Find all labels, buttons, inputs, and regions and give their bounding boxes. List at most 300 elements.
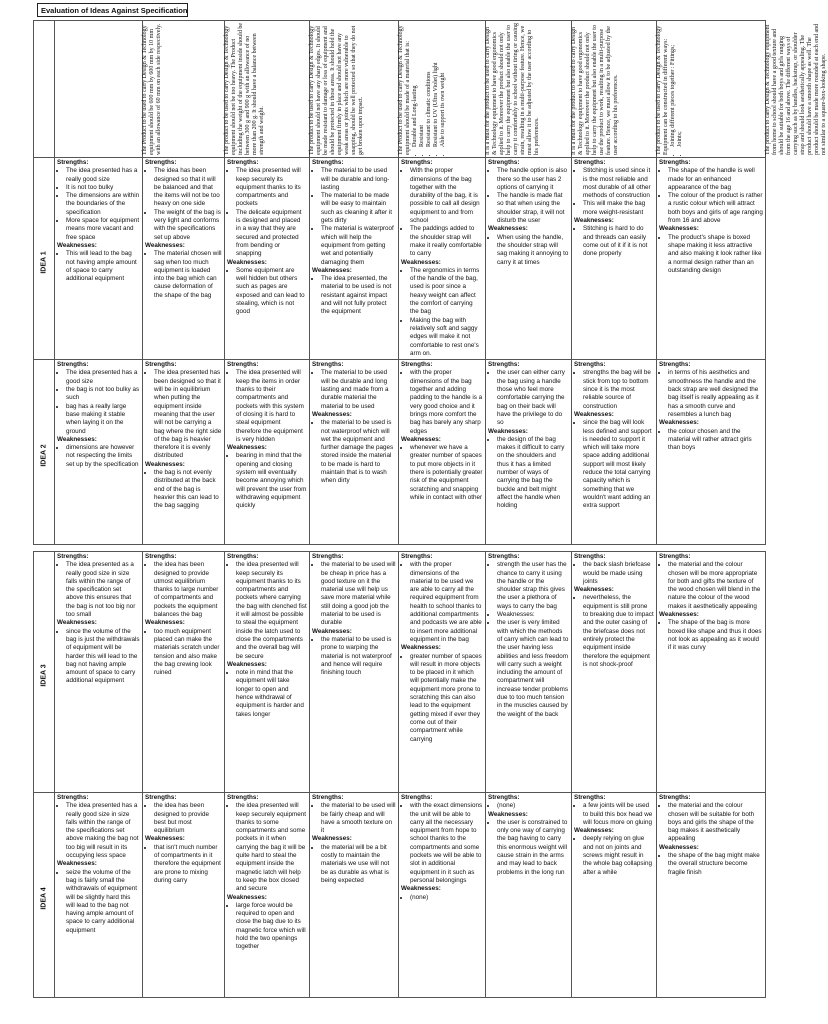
- evaluation-cell: [310, 552, 399, 793]
- strengths-list: [312, 369, 396, 410]
- idea-label-wrap: [34, 793, 54, 997]
- strength-item: • The handle option is also there so the user has 2 options of carrying it: [497, 167, 569, 192]
- strengths-list: [227, 802, 307, 893]
- strengths-heading: Strengths:: [145, 159, 177, 166]
- weakness-item: • note in mind that the equipment will take longer to open and hence withdrawal of equipment is harder and takes longer: [236, 669, 307, 719]
- strength-item: • the back slash briefcase would be made using joints: [583, 561, 654, 586]
- weakness-item: • whenever we have a greater number of spaces to put more objects in it there is potentially greater risk of the equipment scratching and snapping while in contact with other: [410, 444, 483, 502]
- evaluation-cell: [657, 793, 766, 998]
- weaknesses-heading: Weaknesses:: [145, 835, 185, 843]
- strengths-list: [227, 167, 307, 258]
- strength-item: • the material and the colour chosen will be suitable for both boys and girls the shape of the bag makes it aesthetically appealing: [668, 802, 763, 843]
- cell-text: [574, 553, 654, 669]
- idea-label-text: IDEA 4: [40, 887, 48, 910]
- weakness-item: • greater number of spaces will result in more objects to be placed in it which will potentially make the equipment more prone to scratching this can also lead to the equipment getting mixed if ever they come out of their compartment while carrying: [410, 653, 483, 744]
- idea-row: [34, 360, 766, 545]
- strengths-list: [145, 561, 222, 619]
- strengths-heading: Strengths:: [145, 361, 177, 369]
- evaluation-cell: [55, 158, 143, 360]
- spec-corner: [34, 21, 55, 158]
- idea-label-wrap: [34, 360, 54, 544]
- strengths-heading: Strengths:: [659, 159, 691, 166]
- strengths-list: [574, 802, 654, 827]
- cell-text: [659, 361, 763, 452]
- strengths-heading: Strengths:: [312, 361, 344, 369]
- cell-text: [574, 159, 654, 259]
- cell-text: [488, 553, 569, 719]
- evaluation-cell: [486, 552, 572, 793]
- spec-cell-spec-construction: [572, 21, 683, 158]
- strengths-heading: Strengths:: [574, 794, 606, 801]
- strengths-heading: Strengths:: [659, 794, 691, 801]
- weaknesses-list: [488, 436, 569, 511]
- strengths-list: [401, 167, 483, 258]
- strengths-heading: Strengths:: [57, 794, 89, 801]
- strengths-heading: Strengths:: [312, 553, 344, 560]
- strengths-list: [401, 802, 483, 885]
- strength-item: • the idea presented will keep securely equipment thanks to some compartments and some pockets in it when carrying the bag it will be quite hard to steal the equipment inside the magnetic latch will help to keep the box closed and secure: [236, 802, 307, 893]
- spec-cell-spec-ergonomics: [399, 21, 540, 158]
- idea-label: [41, 426, 48, 486]
- cell-text: [312, 794, 396, 885]
- idea-label-wrap: [34, 158, 54, 359]
- spec-bullet: • Resistant to climatic conditions: [426, 23, 433, 147]
- strength-item: • strengths the bag will be stick from top to bottom since it is the most reliable source of construction: [583, 369, 654, 410]
- strengths-heading: Strengths:: [488, 794, 520, 801]
- strength-item: • More space for equipment means more vacant and free space: [66, 217, 140, 242]
- strengths-list: [57, 561, 140, 619]
- weaknesses-heading: Weaknesses:: [401, 644, 441, 652]
- weaknesses-heading: Weaknesses:: [401, 885, 441, 893]
- strengths-heading: Strengths:: [227, 794, 259, 801]
- strengths-heading: Strengths:: [57, 361, 89, 369]
- weaknesses-list: [659, 852, 763, 877]
- strengths-heading: Strengths:: [574, 361, 606, 369]
- weakness-item: • The idea presented, the material to be used is not resistant against impact and will not fully protect the equipment: [321, 275, 396, 316]
- strengths-list: [57, 167, 140, 242]
- strength-item: • The weight of the bag is very light and conforms with the specifications set up above: [154, 209, 222, 242]
- idea-row: [34, 552, 766, 793]
- strengths-heading: Strengths:: [659, 361, 691, 369]
- cell-text: [145, 159, 222, 300]
- strength-item: • the idea presented will keep securely its equipment thanks to its compartments and pockets where carrying the bag with clenched fist it will almost be possible to steal the equipment inside the latch used to close the compartments and the overall bag will be secure: [236, 561, 307, 661]
- strength-item: • The colour of the product is rather a rustic colour which will attract both boys and girls of age ranging from 16 and above: [668, 192, 763, 225]
- weaknesses-list: [659, 234, 763, 275]
- cell-text: [57, 553, 140, 686]
- cell-text: [57, 159, 140, 283]
- idea-label-text: IDEA 2: [40, 444, 48, 467]
- evaluation-cell: [399, 158, 486, 360]
- spec-text-body: The product to be used to carry Design & Technology Equipment can be constructed in different ways:: [656, 25, 669, 155]
- evaluation-cell: [657, 360, 766, 545]
- spec-cell-spec-weight: [143, 21, 265, 158]
- strengths-list: [574, 561, 654, 586]
- idea-label: [41, 232, 48, 292]
- cell-text: [145, 361, 222, 510]
- cell-text: [57, 361, 140, 469]
- strength-item: • the material and the colour chosen will be more appropriate for both and gifts the texture of the wood chosen will blend in the nature the colour of the wood makes it aesthetically appealing: [668, 561, 763, 611]
- strengths-list: [488, 802, 569, 810]
- strength-item: • The shape of the handle is well made for an enhanced appearance of the bag: [668, 167, 763, 192]
- strengths-list: [145, 802, 222, 835]
- evaluation-table-top: [33, 20, 827, 545]
- spec-text-body: The Product to be used to carry Design & Technology equipment should be 600 mm by 600 mm by 10 mm with an allowance of 60 mm on each side respectively.: [142, 23, 162, 155]
- idea-label: [41, 869, 48, 929]
- strengths-list: [145, 167, 222, 242]
- weaknesses-list: [145, 250, 222, 300]
- spec-bullet: • Joints;: [677, 23, 684, 147]
- strengths-heading: Strengths:: [227, 553, 259, 560]
- strength-item: • The material to be used will be durable and long-lasting: [321, 167, 396, 192]
- strengths-list: [145, 369, 222, 460]
- idea-label-text: IDEA 3: [40, 664, 48, 687]
- weaknesses-heading: Weaknesses:: [57, 435, 97, 443]
- cell-text: [401, 361, 483, 502]
- cell-text: [659, 159, 763, 275]
- strengths-list: [659, 561, 763, 611]
- strength-item: • The material to be made will be easy to maintain such as cleaning it after it gets dirty: [321, 192, 396, 225]
- weaknesses-list: [57, 869, 140, 935]
- evaluation-cell: [225, 360, 310, 545]
- evaluation-cell: [143, 158, 225, 360]
- weaknesses-heading: Weaknesses:: [574, 827, 614, 835]
- weaknesses-heading: Weaknesses:: [312, 266, 352, 274]
- strength-item: • strength the user has the chance to carry it using the handle or the shoulder strap this gives the user a plethora of ways to carry the bag: [497, 561, 569, 611]
- weaknesses-heading: Weaknesses:: [659, 419, 699, 427]
- weakness-item: • the design of the bag makes it difficult to carry on the shoulders and thus it has a limited number of ways of carrying the bag the buckle and belt might affect the handle when holding: [497, 436, 569, 511]
- evaluation-cell: [225, 552, 310, 793]
- cell-text: [57, 794, 140, 935]
- strength-item: • It is not too bulky: [66, 184, 140, 192]
- weakness-item: • the material will be a bit costly to maintain the materials we use will not be as durable as what is being expected: [321, 844, 396, 885]
- evaluation-cell: [486, 793, 572, 998]
- strengths-list: [659, 802, 763, 843]
- strengths-heading: Strengths:: [401, 361, 433, 369]
- strength-item: • a few joints will be used to build this box head we will focus more on gluing: [583, 802, 654, 827]
- cell-text: [401, 553, 483, 744]
- weakness-item: • This will lead to the bag not having ample amount of space to carry additional equipment: [66, 250, 140, 283]
- weakness-item: • since the volume of the bag is just the withdrawals of equipment will be harder this will lead to the bag not having ample amount of space to carry additional equipment: [66, 628, 140, 686]
- strengths-list: [312, 167, 396, 267]
- weaknesses-heading: Weaknesses:: [659, 225, 699, 233]
- strength-item: • Stitching is used since it is the most reliable and most durable of all other methods of construction: [583, 167, 654, 200]
- strength-item: • with the proper dimensions of the material to be used we are able to carry all the required equipment from health to school thanks to additional compartments and podcasts we are able to insert more additional equipment in the bag: [410, 561, 483, 644]
- strength-item: • The delicate equipment is designed and placed in a way that they are secured and protected from bending or snapping: [236, 209, 307, 259]
- weakness-item: • seize the volume of the bag is fairly small the withdrawals of equipment will be slightly hard this will lead to the bag not having ample amount of space to carry additional equipment: [66, 869, 140, 935]
- weaknesses-list: [145, 628, 222, 678]
- cell-text: [227, 159, 307, 317]
- weaknesses-heading: Weaknesses:: [57, 860, 97, 868]
- evaluation-cell: [657, 552, 766, 793]
- strength-item: • The material to be used will be durable and long lasting and made from a durable material the material to be used: [321, 369, 396, 410]
- cell-text: [312, 553, 396, 677]
- weaknesses-list: [574, 594, 654, 669]
- cell-text: [488, 361, 569, 510]
- weaknesses-heading: Weaknesses:: [312, 835, 352, 843]
- strengths-heading: Strengths:: [57, 553, 89, 560]
- weakness-item: • The product's shape is boxed shape making it less attractive and also making it look rather like a normal design rather than an outstanding design: [668, 234, 763, 275]
- weakness-item: • since the bag will look less defined and support is needed to support it which will take more space adding additional support will most likely reduce the total carrying capacity which is something that we wouldn't want adding an extra support: [583, 419, 654, 510]
- evaluation-cell: [486, 158, 572, 360]
- spec-bullet: • Able to support its own weight: [440, 23, 447, 147]
- strengths-heading: Strengths:: [574, 159, 606, 166]
- weaknesses-list: [488, 819, 569, 877]
- weaknesses-list: [401, 894, 483, 902]
- evaluation-cell: [399, 552, 486, 793]
- spec-text-body: It is a must for the product to be used to carry Design & Technology equipment to have good ergonomics applied to it. Moreover the product should not only help to carry the equipment but also enable the user to use the product to work, resulting in a multi-purpose feature. Hence, we must allow it to be adjusted by the user according to his preferences.: [571, 25, 619, 155]
- idea-label-text: IDEA 1: [40, 250, 48, 274]
- weaknesses-list: [401, 267, 483, 358]
- evaluation-cell: [572, 793, 657, 998]
- idea-label: [41, 646, 48, 706]
- cell-text: [312, 361, 396, 485]
- strength-item: • bag has a really large base making it stable when laying it on the ground: [66, 403, 140, 436]
- strength-item: • With the proper dimensions of the bag together with the durability of the bag, it is possible to call all design equipment to and from school: [410, 167, 483, 225]
- weaknesses-heading: Weaknesses:: [227, 258, 267, 266]
- weaknesses-list: [574, 225, 654, 258]
- strength-item: • with the proper dimensions of the bag together and adding padding to the handle is a very good choice and it brings more comfort the bag has barely any sharp edges: [410, 369, 483, 435]
- weakness-item: • The shape of the bag is more boxed like shape and thus it does not look as appealing as it would if it was curvy: [668, 619, 763, 652]
- weakness-item: • Some equipment are well hidden but others such as pages are exposed and can lead to stealing, which is not good: [236, 267, 307, 317]
- strengths-heading: Strengths:: [145, 794, 177, 801]
- weaknesses-heading: Weaknesses:: [57, 241, 97, 249]
- strength-item: • This will make the bag more weight-resistant: [583, 200, 654, 217]
- strengths-heading: Strengths:: [488, 361, 520, 369]
- weakness-item: • large force would be required to open and close the bag due to its magnetic force which will hold the two openings together: [236, 902, 307, 952]
- weaknesses-heading: Weaknesses:: [227, 444, 267, 452]
- strength-item: • Weaknesses:: [497, 611, 569, 619]
- strengths-list: [57, 802, 140, 860]
- weaknesses-heading: Weaknesses:: [312, 410, 352, 418]
- weaknesses-list: [227, 452, 307, 510]
- weaknesses-heading: Weaknesses:: [488, 427, 528, 435]
- strengths-list: [488, 369, 569, 427]
- cell-text: [659, 553, 763, 653]
- weaknesses-heading: Weaknesses:: [227, 893, 267, 901]
- strengths-list: [574, 369, 654, 410]
- strengths-list: [659, 369, 763, 419]
- cell-text: [227, 553, 307, 719]
- weaknesses-heading: Weaknesses:: [145, 460, 185, 468]
- weaknesses-heading: Weaknesses:: [659, 843, 699, 851]
- evaluation-cell: [55, 360, 143, 545]
- evaluation-cell: [657, 158, 766, 360]
- evaluation-cell: [399, 793, 486, 998]
- evaluation-cell: [572, 552, 657, 793]
- cell-text: [145, 553, 222, 677]
- strengths-heading: Strengths:: [488, 553, 520, 560]
- idea-label-cell: [34, 158, 55, 360]
- weakness-item: • Stitching is hard to do and threads can easily come out of it if it is not done properly: [583, 225, 654, 258]
- strength-item: • the material to be used will be cheap in price has a good texture on it the material use will help us save more material while still doing a good job the material to be used is durable: [321, 561, 396, 627]
- cell-text: [574, 361, 654, 510]
- cell-text: [227, 361, 307, 510]
- cell-text: [488, 794, 569, 877]
- strengths-heading: Strengths:: [57, 159, 89, 166]
- evaluation-cell: [399, 360, 486, 545]
- cell-text: [312, 159, 396, 317]
- weaknesses-heading: Weaknesses:: [488, 225, 528, 233]
- weakness-item: • the material to be used is prone to warping the material is not waterproof and hence will require finishing touch: [321, 636, 396, 677]
- spec-bullet: • Resistant to UV (Ultra Violet) light: [433, 23, 440, 147]
- weaknesses-list: [574, 835, 654, 876]
- strength-item: • the user is very limited with which the methods of carry which can lead to the user having less abilities and less freedom will carry such a weight including the amount of compartment will increase tender problems due to too much tension in the muscles caused by the weight of the back: [497, 619, 569, 719]
- strengths-heading: Strengths:: [312, 794, 344, 801]
- weaknesses-list: [145, 844, 222, 885]
- spec-cell-spec-carry: [486, 21, 619, 158]
- weakness-item: • The ergonomics in terms of the handle of the bag, used is poor since a heavy weight can affect the comfort of carrying the bag: [410, 267, 483, 317]
- weaknesses-list: [227, 902, 307, 952]
- weaknesses-list: [401, 653, 483, 744]
- spec-bullet: • Durable and Long-lasting: [412, 23, 419, 147]
- strengths-heading: Strengths:: [145, 553, 177, 560]
- cell-text: [401, 159, 483, 358]
- weakness-item: • deeply relying on glue and not on joints and screws might result in the whole bag collapsing after a while: [583, 835, 654, 876]
- evaluation-cell: [572, 360, 657, 545]
- weaknesses-heading: Weaknesses:: [488, 810, 528, 818]
- strengths-list: [401, 561, 483, 644]
- strengths-heading: Strengths:: [401, 794, 433, 801]
- spec-text-body: The Product to be used to carry Design & Technology equipment should be made of a material that is:: [398, 25, 411, 155]
- strengths-list: [312, 802, 396, 835]
- strengths-list: [312, 561, 396, 627]
- weaknesses-list: [488, 234, 569, 267]
- weaknesses-list: [312, 636, 396, 677]
- strengths-list: [401, 369, 483, 435]
- cell-text: [227, 794, 307, 952]
- evaluation-cell: [310, 793, 399, 998]
- weaknesses-heading: Weaknesses:: [57, 619, 97, 627]
- evaluation-cell: [55, 552, 143, 793]
- spec-cell-spec-size: [55, 21, 162, 158]
- weaknesses-heading: Weaknesses:: [401, 258, 441, 266]
- strengths-heading: Strengths:: [227, 361, 259, 369]
- strength-item: • the bag is not too bulky as such: [66, 386, 140, 403]
- weakness-item: • too much equipment placed can make the materials scratch under tension and also make the bag crewing look ruined: [154, 628, 222, 678]
- evaluation-table-bottom: [33, 551, 766, 998]
- weaknesses-heading: Weaknesses:: [659, 611, 699, 619]
- spec-text-body: It is a must for the product to be used to carry Design & Technology equipment to have good ergonomics applied to it. Moreover the product should not only help to carry the equipment but also enable the user to carry it comfortably to school without tiring or causing strain, resulting in a multi-purpose feature. Hence, we must allow it to be adjusted by the user according to his preferences.: [485, 23, 540, 155]
- weaknesses-heading: Weaknesses:: [574, 410, 614, 418]
- evaluation-cell: [143, 360, 225, 545]
- idea-label-wrap: [34, 552, 54, 792]
- idea-row: [34, 158, 766, 360]
- spec-cell-spec-safety: [225, 21, 364, 158]
- weaknesses-list: [312, 844, 396, 885]
- weakness-item: • nevertheless, the equipment is still prone to breaking due to impact and the outer casing of the briefcase does not entirely protect the equipment inside therefore the equipment is not shock-proof: [583, 594, 654, 669]
- strengths-heading: Strengths:: [401, 553, 433, 560]
- strength-item: • in terms of his aesthetics and smoothness the handle and the back strap are well designed the bag itself is really appealing as it has a smooth curve and resembles a lunch bag: [668, 369, 763, 419]
- strength-item: • (none): [497, 802, 569, 810]
- strengths-heading: Strengths:: [659, 553, 691, 560]
- strength-item: • The idea presented has a really good size: [66, 167, 140, 184]
- weaknesses-list: [57, 250, 140, 283]
- strengths-list: [488, 561, 569, 719]
- evaluation-cell: [55, 793, 143, 998]
- spec-text-body: The product to carry Design & Technology equipment from home to school should have a good texture and should be suitable for both boys and girls ranging from the age 16 and above. The different ways of carrying such as by handles, backstrap, or shoulder strap and should look aesthetically appealing. The product should have a smooth shape as well. The product should be made more rounded at each end and not similar to a square-box-looking shape.: [765, 23, 827, 155]
- weaknesses-heading: Weaknesses:: [574, 217, 614, 225]
- strengths-list: [57, 369, 140, 435]
- weakness-item: • the bag is not evenly distributed at the back end of the bag is heavier this can lead to the bag sagging: [154, 469, 222, 510]
- cell-text: [659, 794, 763, 877]
- strength-item: • The material is waterproof which will help the equipment from getting wet and potentially damaging them: [321, 225, 396, 266]
- strength-item: • The idea has been designed so that it will be balanced and that the items will not be too heavy on one side: [154, 167, 222, 208]
- idea-label-cell: [34, 552, 55, 793]
- spec-bullet: • Resistant: [419, 23, 426, 147]
- spec-cell-spec-material: [310, 21, 446, 158]
- evaluation-cell: [486, 360, 572, 545]
- weakness-item: • When using the handle, the shoulder strap will sag making it annoying to carry it at times: [497, 234, 569, 267]
- strengths-list: [659, 167, 763, 225]
- strengths-heading: Strengths:: [488, 159, 520, 166]
- strengths-heading: Strengths:: [312, 159, 344, 166]
- spec-cell-spec-aesthetics: [657, 21, 827, 158]
- strengths-list: [574, 167, 654, 217]
- strengths-heading: Strengths:: [574, 553, 606, 560]
- weakness-item: • The material chosen will sag when too much equipment is loaded into the bag which can cause deformation of the shape of the bag: [154, 250, 222, 300]
- weakness-item: • (none): [410, 894, 483, 902]
- spec-row: [34, 21, 766, 158]
- cell-text: [401, 794, 483, 902]
- strength-item: • the material to be used will be fairly cheap and will have a smooth texture on it: [321, 802, 396, 835]
- strength-item: • The idea presented has been designed so that it will be in equilibrium when putting the equipment inside meaning that the user will not be carrying a bag where the right side of the bag is heavier therefore it is evenly distributed: [154, 369, 222, 460]
- weakness-item: • dimensions are however not respecting the limits set up by the specification: [66, 444, 140, 469]
- strength-item: • The idea presented has a really good size in size falls within the range of the specifications set above making the bag not too big will result in its occupying less space: [66, 802, 140, 860]
- strength-item: • with the exact dimensions the unit will be able to carry all the necessary equipment from hope to school thanks to the compartments and some pockets we will be able to slot in additional equipment in it such as personal belongings: [410, 802, 483, 885]
- weaknesses-list: [57, 444, 140, 469]
- weaknesses-heading: Weaknesses:: [145, 619, 185, 627]
- spec-bullet: • Joining different pieces together : Fittings;: [670, 23, 677, 147]
- strengths-heading: Strengths:: [227, 159, 259, 166]
- strength-item: • The paddings added to the shoulder strap will make it really comfortable to carry: [410, 225, 483, 258]
- weakness-item: • the material to be used is not waterproof which will wet the equipment and further damage the pages stored inside the material to be made is hard to maintain that is to wash when dirty: [321, 419, 396, 485]
- weakness-item: • the user is constrained to only one way of carrying the bag having to carry this enormous weight will cause strain in the arms and may lead to back problems in the long run: [497, 819, 569, 877]
- cell-text: [145, 794, 222, 885]
- strength-item: • The handle is made flat so that when using the shoulder strap, it will not disturb the user: [497, 192, 569, 225]
- idea-label-cell: [34, 360, 55, 545]
- weaknesses-list: [227, 267, 307, 317]
- page-title: Evaluation of Ideas Against Specification: [37, 3, 188, 17]
- strength-item: • the idea has been designed to provide best but most equilibrium: [154, 802, 222, 835]
- weakness-item: • that isn't much number of compartments in it therefore the equipment are prone to mixing during carry: [154, 844, 222, 885]
- evaluation-cell: [143, 552, 225, 793]
- strength-item: • the user can either carry the bag using a handle those who feel more comfortable carrying the bag on their back will have the privilege to do so: [497, 369, 569, 427]
- weakness-item: • bearing in mind that the opening and closing system will eventually become annoying which will prevent the user from withdrawing equipment quickly: [236, 452, 307, 510]
- weaknesses-heading: Weaknesses:: [145, 241, 185, 249]
- strength-item: • the idea has been designed to provide utmost equilibrium thanks to large number of compartments and pockets the equipment balances the bag: [154, 561, 222, 619]
- evaluation-cell: [310, 360, 399, 545]
- weaknesses-heading: Weaknesses:: [401, 435, 441, 443]
- weaknesses-heading: Weaknesses:: [227, 660, 267, 668]
- weakness-item: • Making the bag with relatively soft and saggy edges will make it not comfortable to rest one's arm on.: [410, 317, 483, 358]
- strengths-list: [227, 369, 307, 444]
- spec-text-body: The product to be used to carry Design & Technology equipment should not be too heavy. The Product including the weight of the equipment inside should be between 300 g and 900 g with an allowance of no more than 200 g. It should have a balance between strength and weight.: [224, 23, 265, 155]
- weaknesses-heading: Weaknesses:: [312, 627, 352, 635]
- weaknesses-list: [659, 619, 763, 652]
- weaknesses-list: [312, 419, 396, 485]
- weaknesses-list: [227, 669, 307, 719]
- strength-item: • The idea presented will keep securely its equipment thanks to its compartments and pockets: [236, 167, 307, 208]
- weaknesses-list: [57, 628, 140, 686]
- evaluation-cell: [225, 793, 310, 998]
- evaluation-cell: [143, 793, 225, 998]
- strength-item: • The idea presented as a really good size in size falls within the range of the specification set above this ensures that the bag is not too big nor too small: [66, 561, 140, 619]
- spec-text-body: The product to be used to carry Design & Technology equipment should not have any sharp edges. It should be made resistant to damage or loss of equipment and should be protected in those areas. It should hold the equipment firmly in place and should not have any weak areas or joints which are more vulnerable to snapping, should be well protected so that they do not get broken upon impact.: [309, 25, 364, 155]
- weaknesses-list: [401, 444, 483, 502]
- weaknesses-list: [312, 275, 396, 316]
- weakness-item: • the colour chosen and the material will rather attract girls than boys: [668, 428, 763, 453]
- strength-item: • The dimensions are within the boundaries of the specification: [66, 192, 140, 217]
